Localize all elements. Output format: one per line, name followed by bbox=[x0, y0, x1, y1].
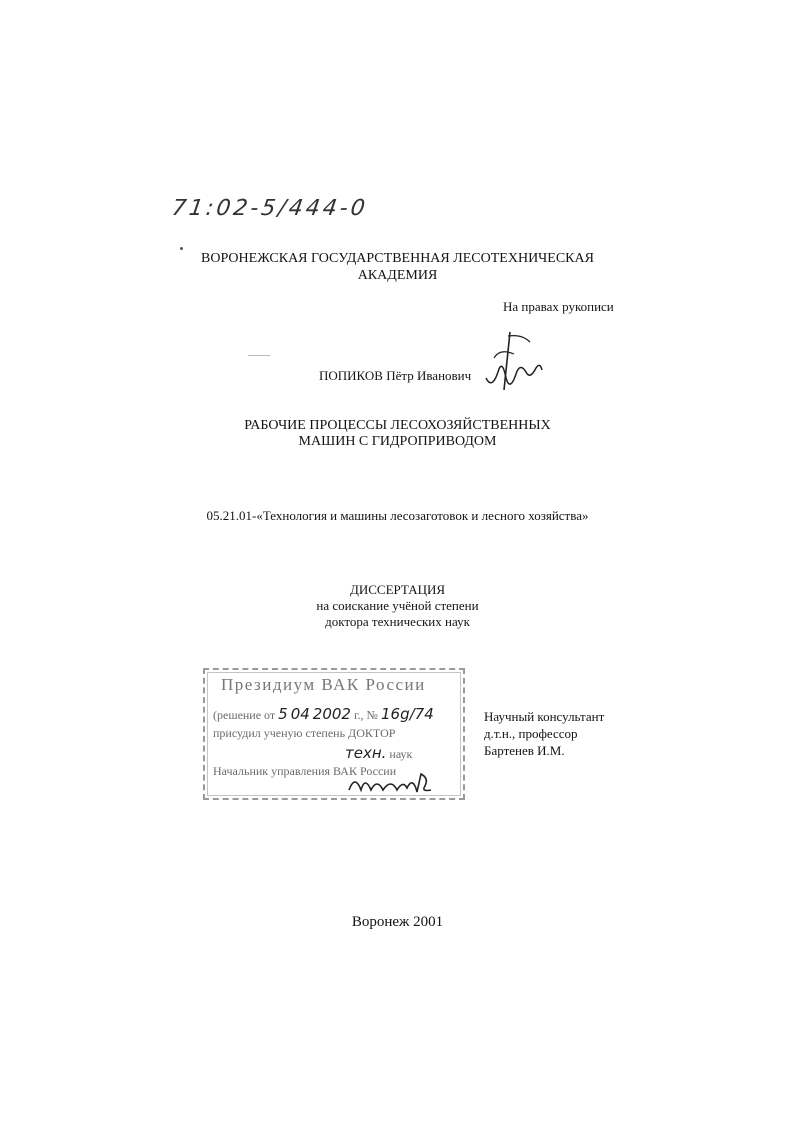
stamp-decision-no: 16g/74 bbox=[381, 705, 434, 723]
consultant-line-1: Научный консультант bbox=[484, 709, 605, 724]
stamp-date-year: 2002 bbox=[312, 705, 351, 723]
stamp-signature bbox=[345, 770, 445, 798]
stamp-decision-line bbox=[213, 705, 434, 723]
stamp-degree-field: техн. bbox=[345, 744, 387, 762]
stamp-decision-no-label: г., № bbox=[353, 708, 379, 722]
stamp-head: Начальник управления ВАК России bbox=[213, 764, 397, 778]
purpose-line-2: доктора технических наук bbox=[325, 614, 470, 629]
rights-note: На правах рукописи bbox=[503, 299, 614, 314]
work-type: ДИССЕРТАЦИЯ bbox=[349, 582, 446, 597]
vak-stamp bbox=[203, 668, 465, 800]
stamp-date-month: 04 bbox=[290, 705, 310, 723]
stamp-title: Президиум ВАК России bbox=[221, 675, 426, 694]
specialty-code: 05.21.01-«Технология и машины лесозаготовок и лесного хозяйства» bbox=[206, 508, 589, 523]
city-year: Воронеж 2001 bbox=[351, 914, 444, 930]
stamp-degree-suffix: наук bbox=[389, 747, 413, 761]
speck bbox=[180, 247, 183, 250]
stamp-awarded: присудил ученую степень ДОКТОР bbox=[213, 726, 396, 740]
institution-line-1: ВОРОНЕЖСКАЯ ГОСУДАРСТВЕННАЯ ЛЕСОТЕХНИЧЕСКАЯ bbox=[201, 251, 594, 266]
institution-line-2: АКАДЕМИЯ bbox=[357, 268, 438, 283]
consultant-block bbox=[484, 708, 604, 759]
consultant-line-3: Бартенев И.М. bbox=[484, 743, 565, 758]
registry-number: 71:02-5/444-0 bbox=[170, 196, 370, 221]
consultant-line-2: д.т.н., профессор bbox=[484, 726, 578, 741]
title-line-2: МАШИН С ГИДРОПРИВОДОМ bbox=[298, 434, 497, 449]
stamp-decision-prefix: (решение от bbox=[213, 708, 276, 722]
author-name: ПОПИКОВ Пётр Иванович bbox=[319, 368, 472, 383]
author-signature bbox=[480, 328, 546, 398]
dash-mark bbox=[248, 355, 270, 356]
purpose-line-1: на соискание учёной степени bbox=[316, 598, 479, 613]
title-line-1: РАБОЧИЕ ПРОЦЕССЫ ЛЕСОХОЗЯЙСТВЕННЫХ bbox=[244, 418, 551, 433]
stamp-degree-line bbox=[345, 744, 412, 762]
stamp-date-day: 5 bbox=[278, 705, 288, 723]
